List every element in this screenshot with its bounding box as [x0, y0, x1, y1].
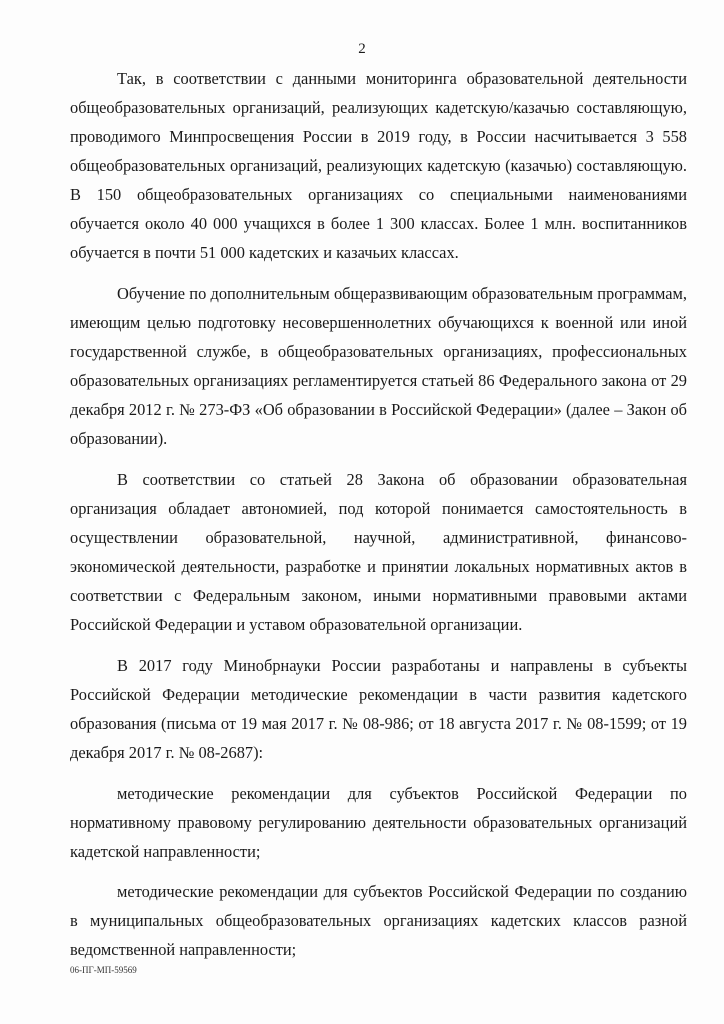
paragraph-monitoring-data: Так, в соответствии с данными мониторинга образовательной деятельности общеобразовательных организаций, реализующих кадетскую/казачью составляющую, проводимого Минпросвещения России в 2019 году, в России насчитывается 3 558 общеобразовательных организаций, реализующих кадетскую (казачью) составляющую. В 150 общеобразовательных организациях со специальными наименованиями обучается около 40 000 учащихся в более 1 300 классах. Более 1 млн. воспитанников обучается в почти 51 000 кадетских и казачьих классах. — [70, 69, 687, 262]
document-registration-code: 06-ПГ-МП-59569 — [70, 965, 137, 975]
document-body — [70, 64, 687, 976]
paragraph-recommendations-2017: В 2017 году Минобрнауки России разработаны и направлены в субъекты Российской Федерации методические рекомендации в части развития кадетского образования (письма от 19 мая 2017 г. № 08-986; от 18 августа 2017 г. № 08-1599; от 19 декабря 2017 г. № 08-2687): — [70, 656, 687, 762]
paragraph-additional-programs: Обучение по дополнительным общеразвивающим образовательным программам, имеющим целью подготовку несовершеннолетних обучающихся к военной или иной государственной службе, в общеобразовательных организациях, профессиональных образовательных организациях регламентируется статьей 86 Федерального закона от 29 декабря 2012 г. № 273-ФЗ «Об образовании в Российской Федерации» (далее – Закон об образовании). — [70, 284, 687, 448]
page-number: 2 — [358, 41, 366, 57]
list-item-regulation-recommendations: методические рекомендации для субъектов Российской Федерации по нормативному правовому регулированию деятельности образовательных организаций кадетской направленности; — [70, 784, 687, 861]
list-item-cadet-classes-recommendations: методические рекомендации для субъектов Российской Федерации по созданию в муниципальных общеобразовательных организациях кадетских классов разной ведомственной направленности; — [70, 882, 687, 959]
paragraph-autonomy: В соответствии со статьей 28 Закона об образовании образовательная организация обладает автономией, под которой понимается самостоятельность в осуществлении образовательной, научной, административной, финансово-экономической деятельности, разработке и принятии локальных нормативных актов в соответствии с Федеральным законом, иными нормативными правовыми актами Российской Федерации и уставом образовательной организации. — [70, 470, 687, 634]
